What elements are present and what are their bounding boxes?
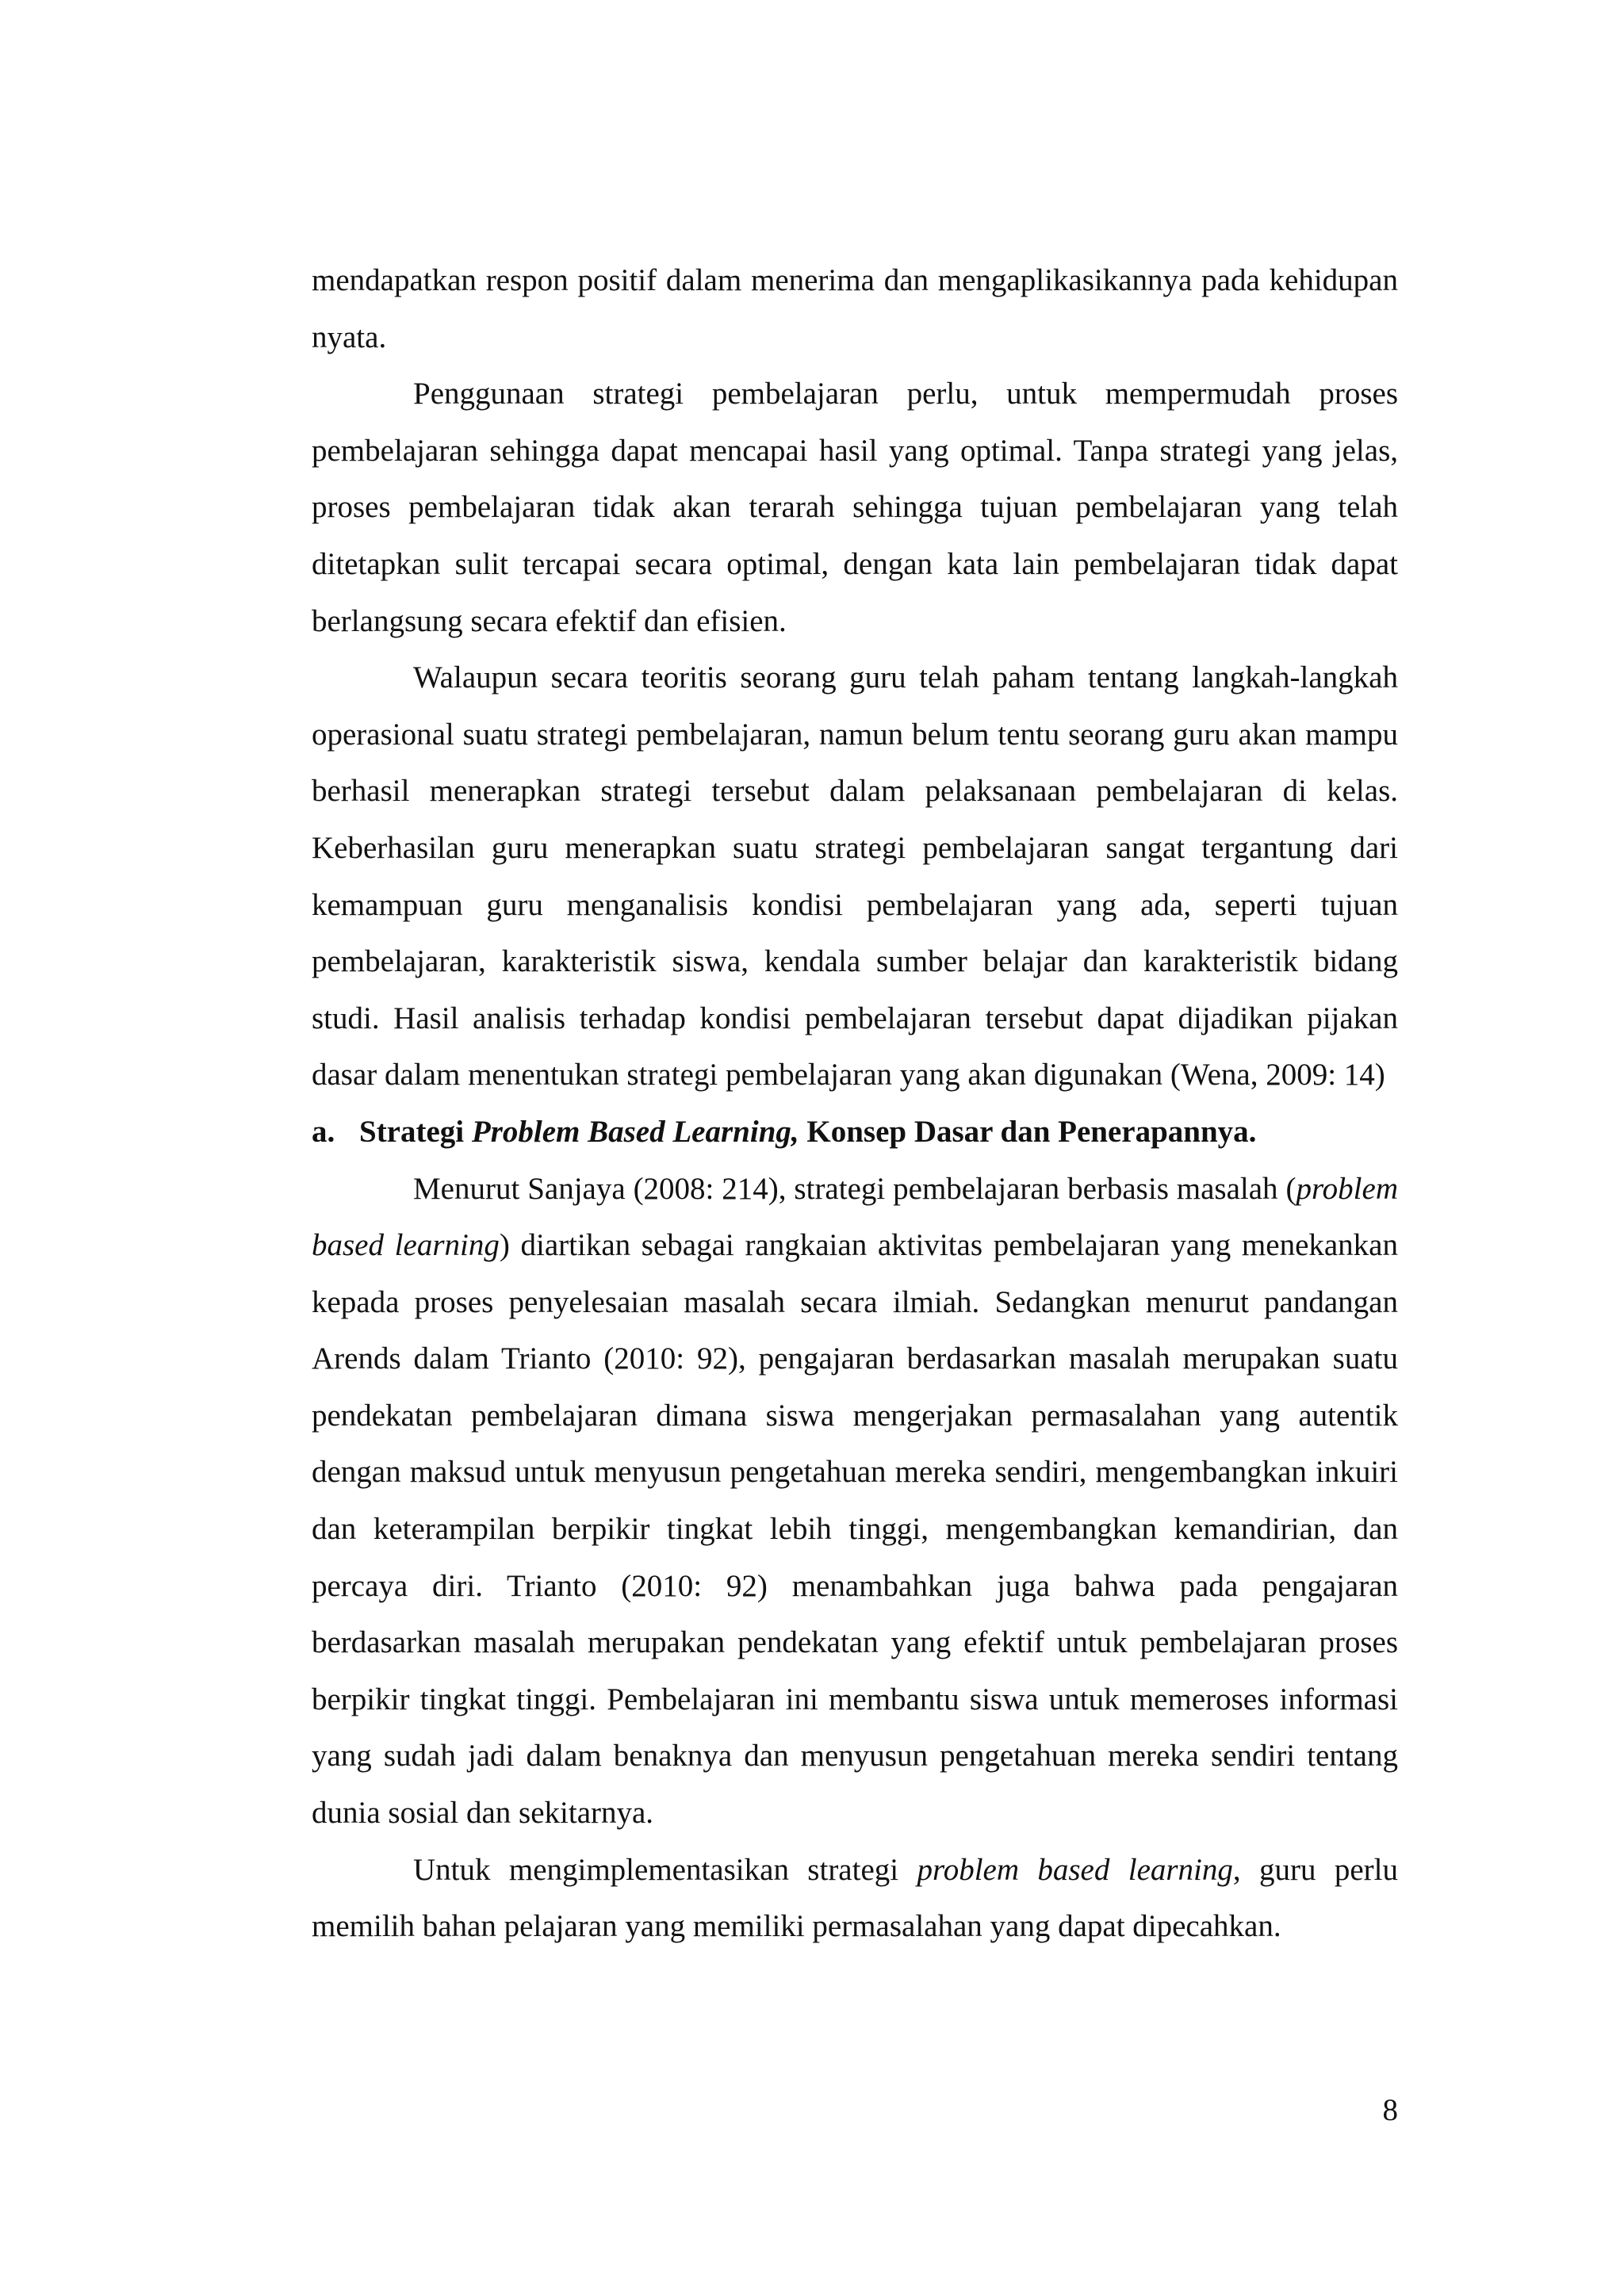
section-heading <box>312 1104 1398 1161</box>
page-number: 8 <box>1382 2093 1398 2127</box>
p4-text-italic: problem based learning <box>312 1171 1398 1263</box>
p5-text-italic: problem based learning <box>917 1852 1233 1887</box>
heading-text-after: Konsep Dasar dan Penerapannya. <box>799 1114 1257 1149</box>
heading-number: a. <box>312 1114 335 1149</box>
paragraph-pbl-implementation <box>312 1842 1398 1955</box>
p5-text-before: Untuk mengimplementasikan strategi <box>413 1852 917 1887</box>
p4-text-before: Menurut Sanjaya (2008: 214), strategi pembelajaran berbasis masalah ( <box>413 1171 1297 1206</box>
paragraph-continuation: mendapatkan respon positif dalam menerima dan mengaplikasikannya pada kehidupan nyata. <box>312 263 1398 354</box>
heading-text-italic: Problem Based Learning, <box>471 1114 799 1149</box>
p5-text-after: , guru perlu memilih bahan pelajaran yang memiliki permasalahan yang dapat dipecahkan. <box>312 1852 1398 1944</box>
heading-text-before: Strategi <box>359 1114 472 1149</box>
paragraph-pbl-definition <box>312 1161 1398 1842</box>
body-text <box>312 252 1398 1955</box>
p4-text-after: ) diartikan sebagai rangkaian aktivitas pembelajaran yang menekankan kepada proses penyelesaian masalah secara ilmiah. Sedangkan menurut pandangan Arends dalam Trianto (2010: 92), pengajaran berdasarkan masalah merupakan suatu pendekatan pembelajaran dimana siswa mengerjakan permasalahan yang autentik dengan maksud untuk menyusun pengetahuan mereka sendiri, mengembangkan inkuiri dan keterampilan berpikir tingkat lebih tinggi, mengembangkan kemandirian, dan percaya diri. Trianto (2010: 92) menambahkan juga bahwa pada pengajaran berdasarkan masalah merupakan pendekatan yang efektif untuk pembelajaran proses berpikir tingkat tinggi. Pembelajaran ini membantu siswa untuk memeroses informasi yang sudah jadi dalam benaknya dan menyusun pengetahuan mereka sendiri tentang dunia sosial dan sekitarnya. <box>312 1228 1398 1831</box>
paragraph-teacher-strategy: Walaupun secara teoritis seorang guru telah paham tentang langkah-langkah operasional suatu strategi pembelajaran, namun belum tentu seorang guru akan mampu berhasil menerapkan strategi tersebut dalam pelaksanaan pembelajaran di kelas. Keberhasilan guru menerapkan suatu strategi pembelajaran sangat tergantung dari kemampuan guru menganalisis kondisi pembelajaran yang ada, seperti tujuan pembelajaran, karakteristik siswa, kendala sumber belajar dan karakteristik bidang studi. Hasil analisis terhadap kondisi pembelajaran tersebut dapat dijadikan pijakan dasar dalam menentukan strategi pembelajaran yang akan digunakan (Wena, 2009: 14) <box>312 660 1398 1093</box>
paragraph-strategy-usage: Penggunaan strategi pembelajaran perlu, untuk mempermudah proses pembelajaran sehingga dapat mencapai hasil yang optimal. Tanpa strategi yang jelas, proses pembelajaran tidak akan terarah sehingga tujuan pembelajaran yang telah ditetapkan sulit tercapai secara optimal, dengan kata lain pembelajaran tidak dapat berlangsung secara efektif dan efisien. <box>312 377 1398 638</box>
